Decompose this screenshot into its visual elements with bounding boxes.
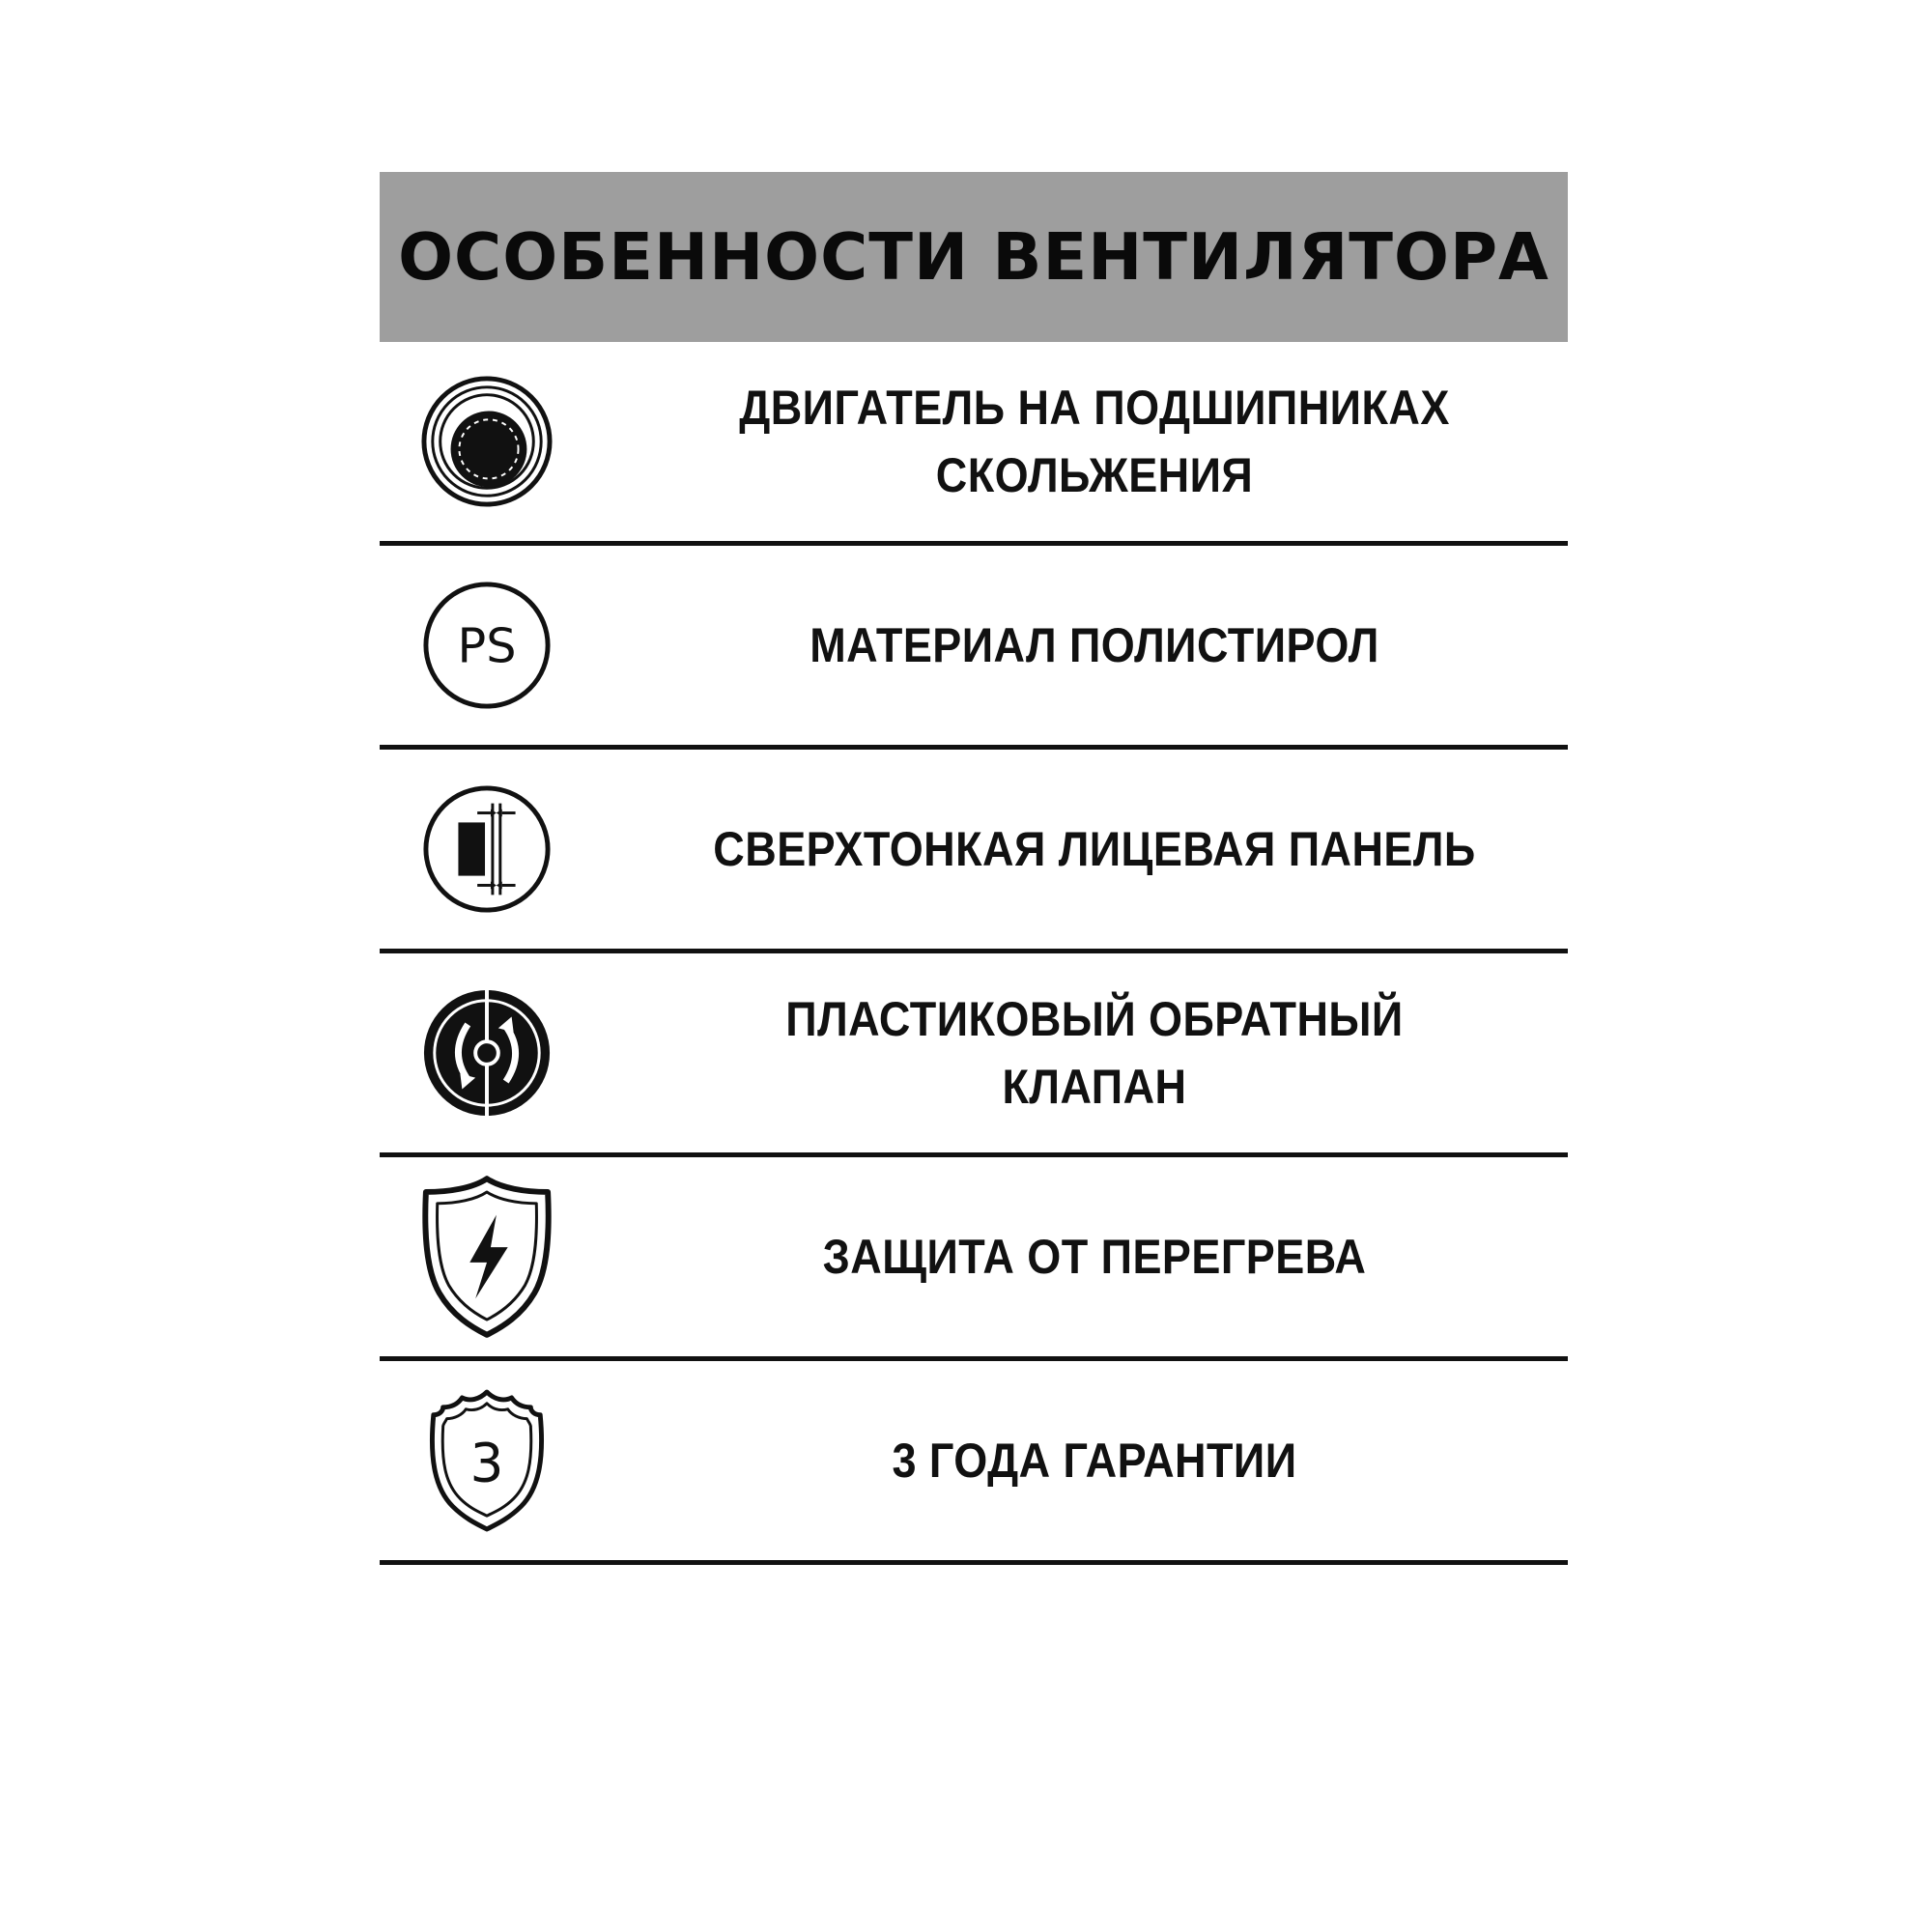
shield-warranty-icon [420, 1388, 554, 1533]
feature-label-line: ЗАЩИТА ОТ ПЕРЕГРЕВА [822, 1230, 1367, 1284]
feature-label [695, 750, 1494, 949]
bearing-icon [420, 375, 554, 508]
feature-label [695, 546, 1494, 745]
feature-label-line: ДВИГАТЕЛЬ НА ПОДШИПНИКАХ [739, 381, 1450, 435]
check-valve-icon [420, 986, 554, 1120]
features-card [380, 172, 1568, 1565]
ps-material-icon [420, 579, 554, 712]
feature-row-panel [380, 750, 1568, 953]
feature-label [695, 1361, 1494, 1560]
feature-label-line: СКОЛЬЖЕНИЯ [935, 448, 1254, 502]
feature-label-line: СВЕРХТОНКАЯ ЛИЦЕВАЯ ПАНЕЛЬ [713, 822, 1476, 876]
page-title: ОСОБЕННОСТИ ВЕНТИЛЯТОРА [398, 219, 1549, 295]
feature-label [695, 1157, 1494, 1356]
feature-label-line: 3 ГОДА ГАРАНТИИ [892, 1434, 1297, 1488]
shield-lightning-icon [420, 1175, 554, 1339]
header-banner [380, 172, 1568, 342]
feature-label-line: МАТЕРИАЛ ПОЛИСТИРОЛ [810, 618, 1379, 672]
feature-row-overheat [380, 1157, 1568, 1361]
feature-row-warranty [380, 1361, 1568, 1565]
feature-row-material [380, 546, 1568, 750]
feature-row-valve [380, 953, 1568, 1157]
warranty-icon-text: 3 [469, 1433, 504, 1495]
feature-label [695, 953, 1494, 1152]
thin-panel-icon [420, 782, 554, 916]
ps-icon-text: PS [457, 617, 517, 674]
feature-label-line: ПЛАСТИКОВЫЙ ОБРАТНЫЙ КЛАПАН [785, 992, 1404, 1114]
feature-row-bearing [380, 342, 1568, 546]
feature-label [695, 342, 1494, 541]
